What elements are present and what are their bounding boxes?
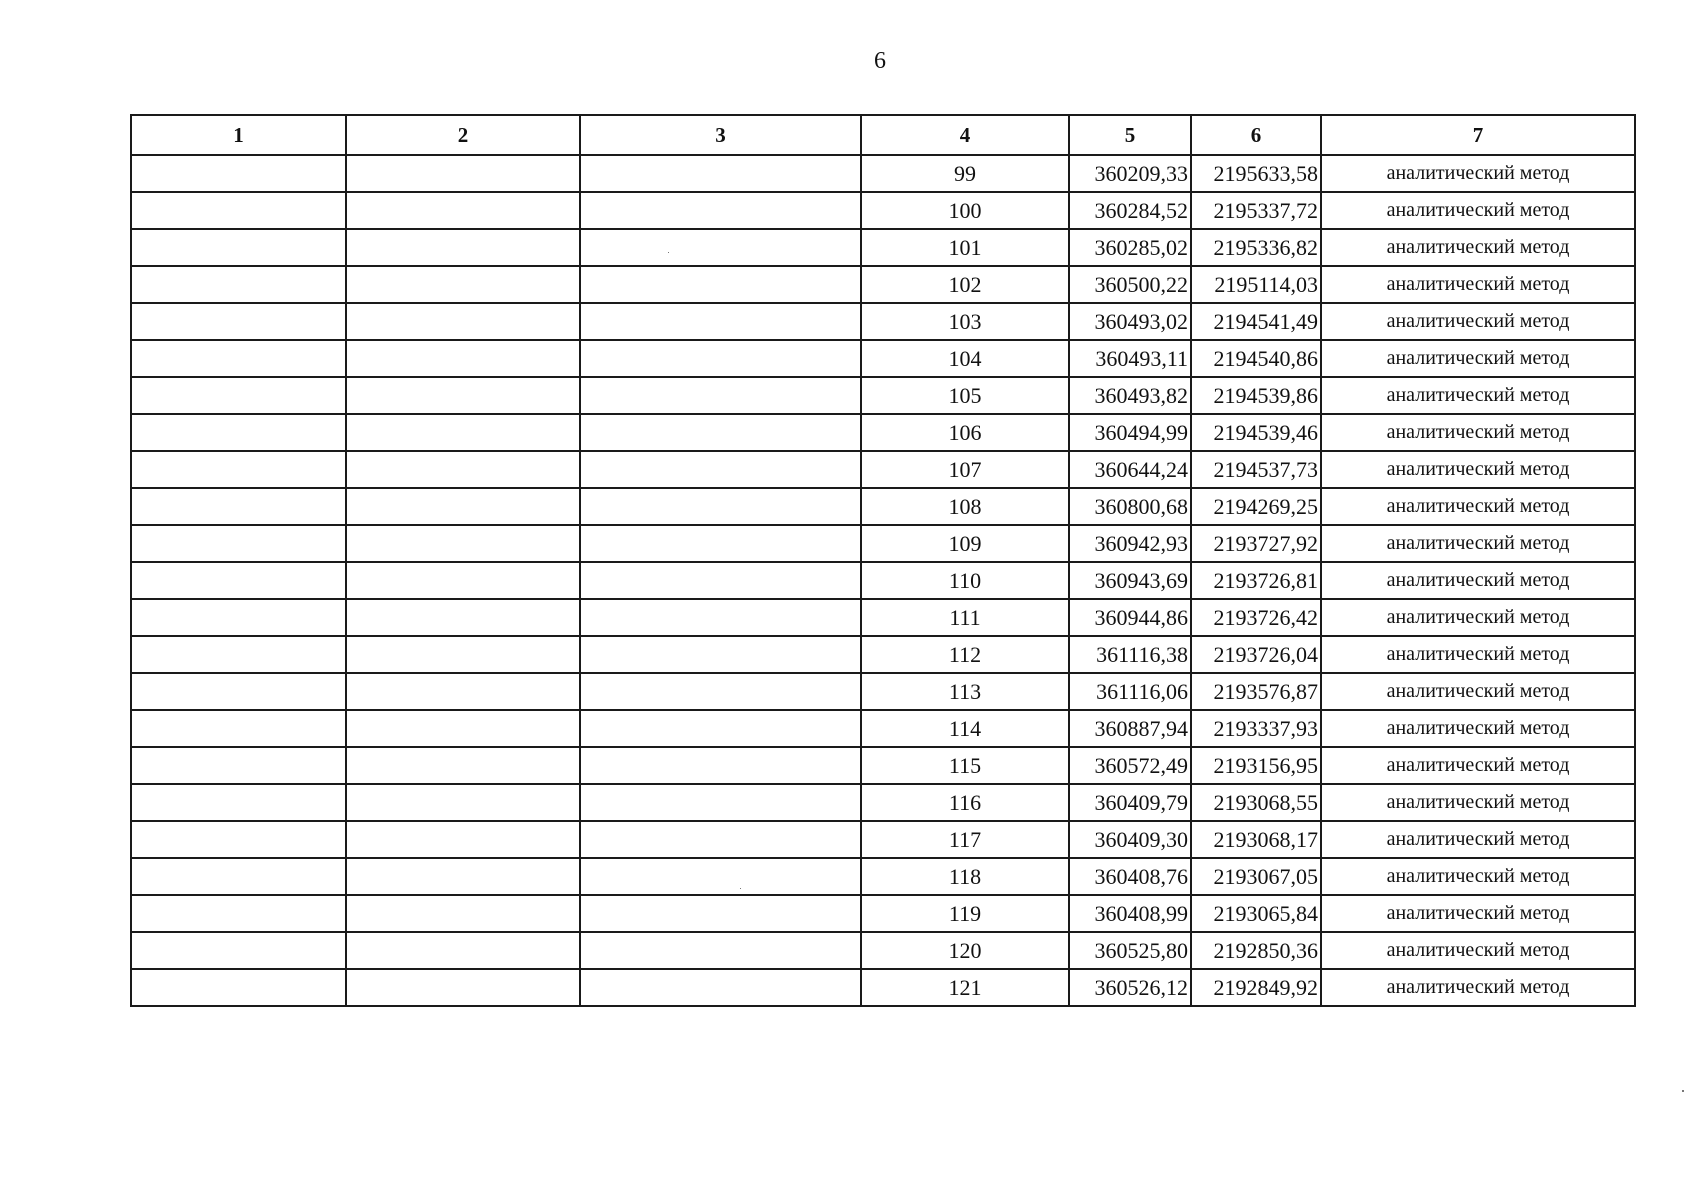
cell-col-3 bbox=[580, 229, 861, 266]
method-cell: аналитический метод bbox=[1321, 192, 1635, 229]
y-coordinate-cell: 2194540,86 bbox=[1191, 340, 1321, 377]
method-cell: аналитический метод bbox=[1321, 858, 1635, 895]
header-row bbox=[131, 115, 1635, 155]
cell-col-1 bbox=[131, 747, 346, 784]
cell-col-3 bbox=[580, 303, 861, 340]
table-row bbox=[131, 340, 1635, 377]
method-cell: аналитический метод bbox=[1321, 784, 1635, 821]
method-cell: аналитический метод bbox=[1321, 636, 1635, 673]
point-number-cell: 109 bbox=[861, 525, 1069, 562]
cell-col-2 bbox=[346, 414, 580, 451]
cell-col-2 bbox=[346, 821, 580, 858]
method-cell: аналитический метод bbox=[1321, 895, 1635, 932]
table-row bbox=[131, 562, 1635, 599]
cell-col-1 bbox=[131, 451, 346, 488]
x-coordinate-cell: 360944,86 bbox=[1069, 599, 1191, 636]
y-coordinate-cell: 2194539,86 bbox=[1191, 377, 1321, 414]
x-coordinate-cell: 360525,80 bbox=[1069, 932, 1191, 969]
table-row bbox=[131, 636, 1635, 673]
x-coordinate-cell: 360209,33 bbox=[1069, 155, 1191, 192]
method-cell: аналитический метод bbox=[1321, 414, 1635, 451]
y-coordinate-cell: 2193576,87 bbox=[1191, 673, 1321, 710]
point-number-cell: 112 bbox=[861, 636, 1069, 673]
y-coordinate-cell: 2195336,82 bbox=[1191, 229, 1321, 266]
point-number-cell: 117 bbox=[861, 821, 1069, 858]
method-cell: аналитический метод bbox=[1321, 969, 1635, 1006]
cell-col-2 bbox=[346, 895, 580, 932]
cell-col-3 bbox=[580, 673, 861, 710]
cell-col-2 bbox=[346, 636, 580, 673]
cell-col-3 bbox=[580, 192, 861, 229]
method-cell: аналитический метод bbox=[1321, 155, 1635, 192]
cell-col-2 bbox=[346, 562, 580, 599]
table-row bbox=[131, 821, 1635, 858]
y-coordinate-cell: 2193065,84 bbox=[1191, 895, 1321, 932]
x-coordinate-cell: 360887,94 bbox=[1069, 710, 1191, 747]
cell-col-3 bbox=[580, 969, 861, 1006]
cell-col-1 bbox=[131, 377, 346, 414]
point-number-cell: 105 bbox=[861, 377, 1069, 414]
column-header-3: 3 bbox=[580, 115, 861, 155]
cell-col-3 bbox=[580, 858, 861, 895]
y-coordinate-cell: 2195337,72 bbox=[1191, 192, 1321, 229]
method-cell: аналитический метод bbox=[1321, 562, 1635, 599]
cell-col-1 bbox=[131, 562, 346, 599]
cell-col-1 bbox=[131, 599, 346, 636]
method-cell: аналитический метод bbox=[1321, 229, 1635, 266]
table-row bbox=[131, 673, 1635, 710]
coordinates-table bbox=[130, 114, 1636, 1007]
cell-col-3 bbox=[580, 747, 861, 784]
x-coordinate-cell: 360942,93 bbox=[1069, 525, 1191, 562]
point-number-cell: 120 bbox=[861, 932, 1069, 969]
method-cell: аналитический метод bbox=[1321, 377, 1635, 414]
table-row bbox=[131, 192, 1635, 229]
cell-col-1 bbox=[131, 340, 346, 377]
point-number-cell: 119 bbox=[861, 895, 1069, 932]
point-number-cell: 106 bbox=[861, 414, 1069, 451]
x-coordinate-cell: 361116,06 bbox=[1069, 673, 1191, 710]
table-row bbox=[131, 377, 1635, 414]
cell-col-2 bbox=[346, 377, 580, 414]
table-row bbox=[131, 488, 1635, 525]
table-row bbox=[131, 858, 1635, 895]
cell-col-1 bbox=[131, 710, 346, 747]
cell-col-2 bbox=[346, 488, 580, 525]
y-coordinate-cell: 2193337,93 bbox=[1191, 710, 1321, 747]
cell-col-1 bbox=[131, 784, 346, 821]
cell-col-2 bbox=[346, 229, 580, 266]
cell-col-3 bbox=[580, 784, 861, 821]
x-coordinate-cell: 360409,30 bbox=[1069, 821, 1191, 858]
point-number-cell: 113 bbox=[861, 673, 1069, 710]
point-number-cell: 101 bbox=[861, 229, 1069, 266]
y-coordinate-cell: 2193726,81 bbox=[1191, 562, 1321, 599]
cell-col-1 bbox=[131, 266, 346, 303]
y-coordinate-cell: 2194539,46 bbox=[1191, 414, 1321, 451]
x-coordinate-cell: 360493,82 bbox=[1069, 377, 1191, 414]
method-cell: аналитический метод bbox=[1321, 303, 1635, 340]
table-row bbox=[131, 155, 1635, 192]
method-cell: аналитический метод bbox=[1321, 821, 1635, 858]
table-row bbox=[131, 747, 1635, 784]
point-number-cell: 114 bbox=[861, 710, 1069, 747]
x-coordinate-cell: 360943,69 bbox=[1069, 562, 1191, 599]
table-header bbox=[131, 115, 1635, 155]
y-coordinate-cell: 2193067,05 bbox=[1191, 858, 1321, 895]
table-row bbox=[131, 599, 1635, 636]
cell-col-2 bbox=[346, 192, 580, 229]
table-row bbox=[131, 303, 1635, 340]
cell-col-2 bbox=[346, 155, 580, 192]
cell-col-1 bbox=[131, 858, 346, 895]
point-number-cell: 111 bbox=[861, 599, 1069, 636]
cell-col-1 bbox=[131, 525, 346, 562]
cell-col-1 bbox=[131, 229, 346, 266]
y-coordinate-cell: 2192849,92 bbox=[1191, 969, 1321, 1006]
page-number-text: 6 bbox=[874, 48, 886, 74]
cell-col-3 bbox=[580, 821, 861, 858]
cell-col-3 bbox=[580, 525, 861, 562]
cell-col-3 bbox=[580, 266, 861, 303]
cell-col-3 bbox=[580, 636, 861, 673]
point-number-cell: 116 bbox=[861, 784, 1069, 821]
column-header-1: 1 bbox=[131, 115, 346, 155]
y-coordinate-cell: 2193156,95 bbox=[1191, 747, 1321, 784]
cell-col-2 bbox=[346, 599, 580, 636]
cell-col-3 bbox=[580, 377, 861, 414]
column-header-7: 7 bbox=[1321, 115, 1635, 155]
method-cell: аналитический метод bbox=[1321, 673, 1635, 710]
table-row bbox=[131, 266, 1635, 303]
point-number-cell: 102 bbox=[861, 266, 1069, 303]
cell-col-2 bbox=[346, 932, 580, 969]
cell-col-1 bbox=[131, 932, 346, 969]
x-coordinate-cell: 360284,52 bbox=[1069, 192, 1191, 229]
table-row bbox=[131, 525, 1635, 562]
page-number bbox=[0, 46, 1704, 76]
y-coordinate-cell: 2195633,58 bbox=[1191, 155, 1321, 192]
x-coordinate-cell: 360500,22 bbox=[1069, 266, 1191, 303]
cell-col-2 bbox=[346, 673, 580, 710]
x-coordinate-cell: 360408,76 bbox=[1069, 858, 1191, 895]
cell-col-1 bbox=[131, 969, 346, 1006]
y-coordinate-cell: 2193068,17 bbox=[1191, 821, 1321, 858]
cell-col-2 bbox=[346, 784, 580, 821]
scan-speck bbox=[668, 252, 669, 253]
column-header-5: 5 bbox=[1069, 115, 1191, 155]
cell-col-1 bbox=[131, 488, 346, 525]
y-coordinate-cell: 2193726,42 bbox=[1191, 599, 1321, 636]
point-number-cell: 115 bbox=[861, 747, 1069, 784]
cell-col-1 bbox=[131, 155, 346, 192]
method-cell: аналитический метод bbox=[1321, 599, 1635, 636]
y-coordinate-cell: 2194269,25 bbox=[1191, 488, 1321, 525]
cell-col-3 bbox=[580, 895, 861, 932]
cell-col-2 bbox=[346, 710, 580, 747]
scan-speck bbox=[1682, 1090, 1684, 1092]
point-number-cell: 107 bbox=[861, 451, 1069, 488]
cell-col-3 bbox=[580, 599, 861, 636]
method-cell: аналитический метод bbox=[1321, 710, 1635, 747]
point-number-cell: 110 bbox=[861, 562, 1069, 599]
cell-col-2 bbox=[346, 266, 580, 303]
method-cell: аналитический метод bbox=[1321, 525, 1635, 562]
method-cell: аналитический метод bbox=[1321, 747, 1635, 784]
cell-col-3 bbox=[580, 710, 861, 747]
table-body bbox=[131, 155, 1635, 1006]
y-coordinate-cell: 2192850,36 bbox=[1191, 932, 1321, 969]
y-coordinate-cell: 2193068,55 bbox=[1191, 784, 1321, 821]
x-coordinate-cell: 360493,11 bbox=[1069, 340, 1191, 377]
cell-col-2 bbox=[346, 747, 580, 784]
cell-col-1 bbox=[131, 192, 346, 229]
cell-col-1 bbox=[131, 636, 346, 673]
table-row bbox=[131, 932, 1635, 969]
cell-col-1 bbox=[131, 673, 346, 710]
table-row bbox=[131, 895, 1635, 932]
table-row bbox=[131, 229, 1635, 266]
x-coordinate-cell: 360285,02 bbox=[1069, 229, 1191, 266]
point-number-cell: 121 bbox=[861, 969, 1069, 1006]
cell-col-2 bbox=[346, 340, 580, 377]
x-coordinate-cell: 360409,79 bbox=[1069, 784, 1191, 821]
x-coordinate-cell: 360494,99 bbox=[1069, 414, 1191, 451]
table-row bbox=[131, 969, 1635, 1006]
method-cell: аналитический метод bbox=[1321, 932, 1635, 969]
table-row bbox=[131, 414, 1635, 451]
x-coordinate-cell: 360644,24 bbox=[1069, 451, 1191, 488]
cell-col-3 bbox=[580, 155, 861, 192]
point-number-cell: 118 bbox=[861, 858, 1069, 895]
x-coordinate-cell: 360800,68 bbox=[1069, 488, 1191, 525]
cell-col-3 bbox=[580, 340, 861, 377]
method-cell: аналитический метод bbox=[1321, 340, 1635, 377]
column-header-6: 6 bbox=[1191, 115, 1321, 155]
cell-col-3 bbox=[580, 932, 861, 969]
method-cell: аналитический метод bbox=[1321, 451, 1635, 488]
table-row bbox=[131, 451, 1635, 488]
point-number-cell: 103 bbox=[861, 303, 1069, 340]
y-coordinate-cell: 2193727,92 bbox=[1191, 525, 1321, 562]
x-coordinate-cell: 360526,12 bbox=[1069, 969, 1191, 1006]
cell-col-1 bbox=[131, 303, 346, 340]
x-coordinate-cell: 360408,99 bbox=[1069, 895, 1191, 932]
method-cell: аналитический метод bbox=[1321, 488, 1635, 525]
y-coordinate-cell: 2194541,49 bbox=[1191, 303, 1321, 340]
column-header-2: 2 bbox=[346, 115, 580, 155]
point-number-cell: 100 bbox=[861, 192, 1069, 229]
scan-speck bbox=[740, 888, 741, 889]
cell-col-3 bbox=[580, 562, 861, 599]
cell-col-1 bbox=[131, 821, 346, 858]
cell-col-1 bbox=[131, 895, 346, 932]
cell-col-2 bbox=[346, 969, 580, 1006]
column-header-4: 4 bbox=[861, 115, 1069, 155]
table-row bbox=[131, 710, 1635, 747]
y-coordinate-cell: 2193726,04 bbox=[1191, 636, 1321, 673]
cell-col-2 bbox=[346, 451, 580, 488]
cell-col-3 bbox=[580, 414, 861, 451]
point-number-cell: 108 bbox=[861, 488, 1069, 525]
cell-col-2 bbox=[346, 525, 580, 562]
x-coordinate-cell: 361116,38 bbox=[1069, 636, 1191, 673]
y-coordinate-cell: 2195114,03 bbox=[1191, 266, 1321, 303]
cell-col-3 bbox=[580, 488, 861, 525]
point-number-cell: 99 bbox=[861, 155, 1069, 192]
cell-col-1 bbox=[131, 414, 346, 451]
x-coordinate-cell: 360493,02 bbox=[1069, 303, 1191, 340]
cell-col-2 bbox=[346, 858, 580, 895]
x-coordinate-cell: 360572,49 bbox=[1069, 747, 1191, 784]
cell-col-3 bbox=[580, 451, 861, 488]
method-cell: аналитический метод bbox=[1321, 266, 1635, 303]
table-row bbox=[131, 784, 1635, 821]
cell-col-2 bbox=[346, 303, 580, 340]
y-coordinate-cell: 2194537,73 bbox=[1191, 451, 1321, 488]
point-number-cell: 104 bbox=[861, 340, 1069, 377]
